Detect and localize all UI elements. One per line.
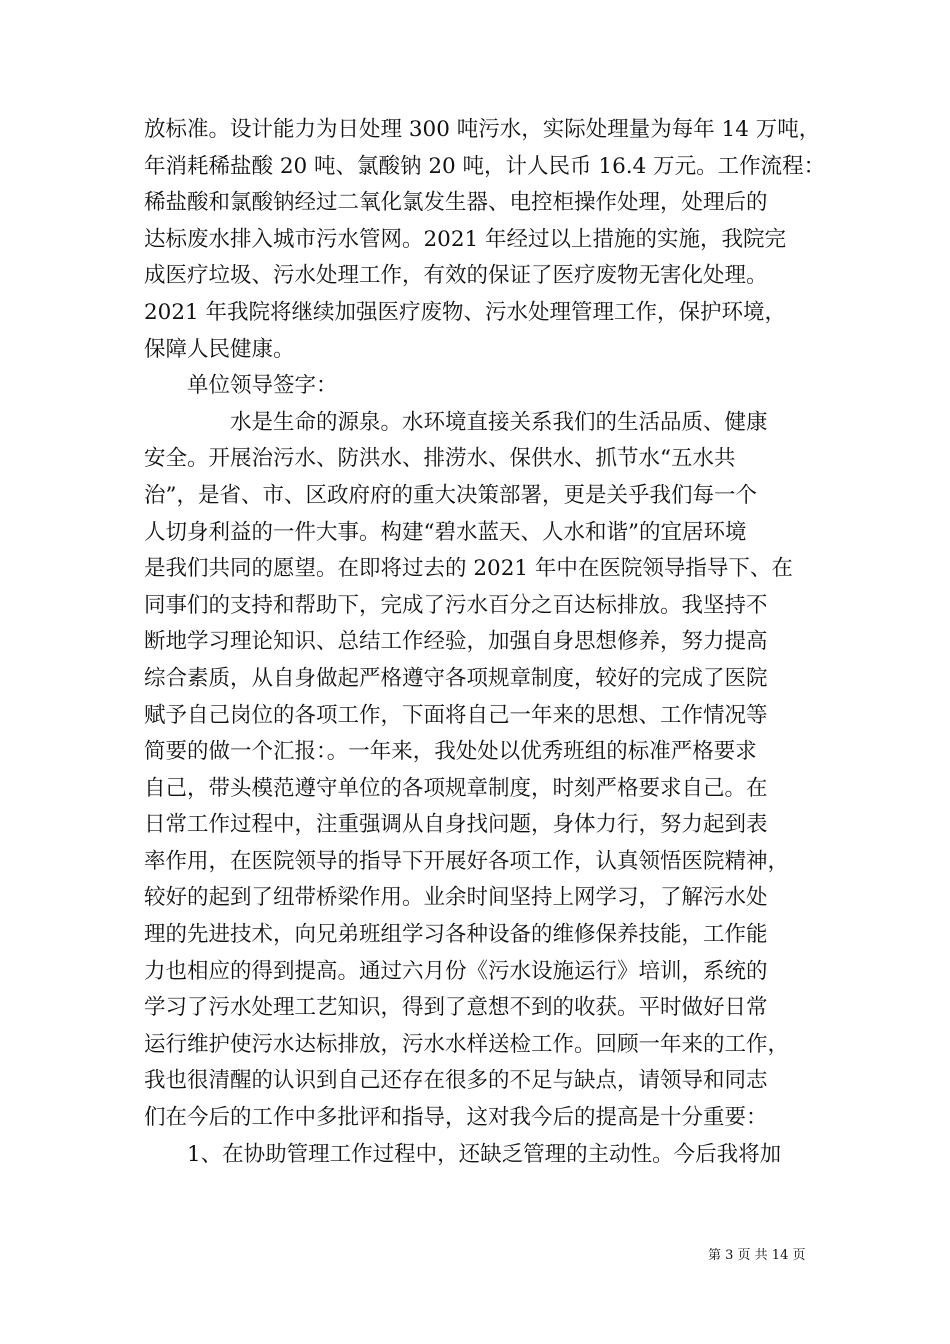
text-line: 放标准。设计能力为日处理 300 吨污水，实际处理量为每年 14 万吨， bbox=[144, 117, 821, 142]
text-line: 简要的做一个汇报：。一年来，我处处以优秀班组的标准严格要求 bbox=[144, 739, 757, 765]
text-line: 同事们的支持和帮助下，完成了污水百分之百达标排放。我坚持不 bbox=[144, 592, 768, 618]
text-line: 是我们共同的愿望。在即将过去的 2021 年中在医院领导指导下、在 bbox=[144, 556, 793, 582]
text-line: 较好的起到了纽带桥梁作用。业余时间坚持上网学习，了解污水处 bbox=[144, 885, 768, 911]
text-line: 年消耗稀盐酸 20 吨、氯酸钠 20 吨，计人民币 16.4 万元。工作流程： bbox=[144, 153, 826, 179]
text-line: 成医疗垃圾、污水处理工作，有效的保证了医疗废物无害化处理。 bbox=[144, 263, 768, 289]
text-line: 们在今后的工作中多批评和指导，这对我今后的提高是十分重要： bbox=[144, 1105, 768, 1131]
page-number-footer: 第 3 页 共 14 页 bbox=[708, 1248, 806, 1263]
text-line: 稀盐酸和氯酸钠经过二氧化氯发生器、电控柜操作处理，处理后的 bbox=[144, 190, 768, 216]
text-line: 人切身利益的一件大事。构建“碧水蓝天、人水和谐”的宜居环境 bbox=[144, 519, 747, 545]
text-line: 断地学习理论知识、总结工作经验，加强自身思想修养，努力提高 bbox=[144, 629, 768, 655]
document-body bbox=[144, 112, 826, 1173]
text-line: 治”，是省、市、区政府府的重大决策部署，更是关乎我们每一个 bbox=[144, 482, 757, 508]
text-line: 水是生命的源泉。水环境直接关系我们的生活品质、健康 bbox=[144, 409, 768, 435]
text-line: 保障人民健康。 bbox=[144, 336, 295, 362]
text-line: 理的先进技术，向兄弟班组学习各种设备的维修保养技能，工作能 bbox=[144, 922, 768, 948]
text-line: 自己，带头模范遵守单位的各项规章制度，时刻严格要求自己。在 bbox=[144, 775, 768, 801]
text-line: 赋予自己岗位的各项工作，下面将自己一年来的思想、工作情况等 bbox=[144, 702, 768, 728]
text-line: 2021 年我院将继续加强医疗废物、污水处理管理工作，保护环境， bbox=[144, 299, 787, 325]
text-line: 运行维护使污水达标排放，污水水样送检工作。回顾一年来的工作， bbox=[144, 1031, 790, 1057]
text-line: 力也相应的得到提高。通过六月份《污水设施运行》培训，系统的 bbox=[144, 958, 768, 984]
text-line: 日常工作过程中，注重强调从自身找问题，身体力行，努力起到表 bbox=[144, 812, 768, 838]
text-line: 1、在协助管理工作过程中，还缺乏管理的主动性。今后我将加 bbox=[144, 1141, 782, 1167]
text-line: 综合素质，从自身做起严格遵守各项规章制度，较好的完成了医院 bbox=[144, 665, 768, 691]
signature-label: 单位领导签字： bbox=[144, 373, 338, 399]
text-line: 率作用，在医院领导的指导下开展好各项工作，认真领悟医院精神， bbox=[144, 848, 790, 874]
text-line: 安全。开展治污水、防洪水、排涝水、保供水、抓节水“五水共 bbox=[144, 446, 736, 472]
text-line: 我也很清醒的认识到自己还存在很多的不足与缺点，请领导和同志 bbox=[144, 1068, 768, 1094]
text-line: 达标废水排入城市污水管网。2021 年经过以上措施的实施，我院完 bbox=[144, 226, 787, 252]
text-line: 学习了污水处理工艺知识，得到了意想不到的收获。平时做好日常 bbox=[144, 995, 768, 1021]
